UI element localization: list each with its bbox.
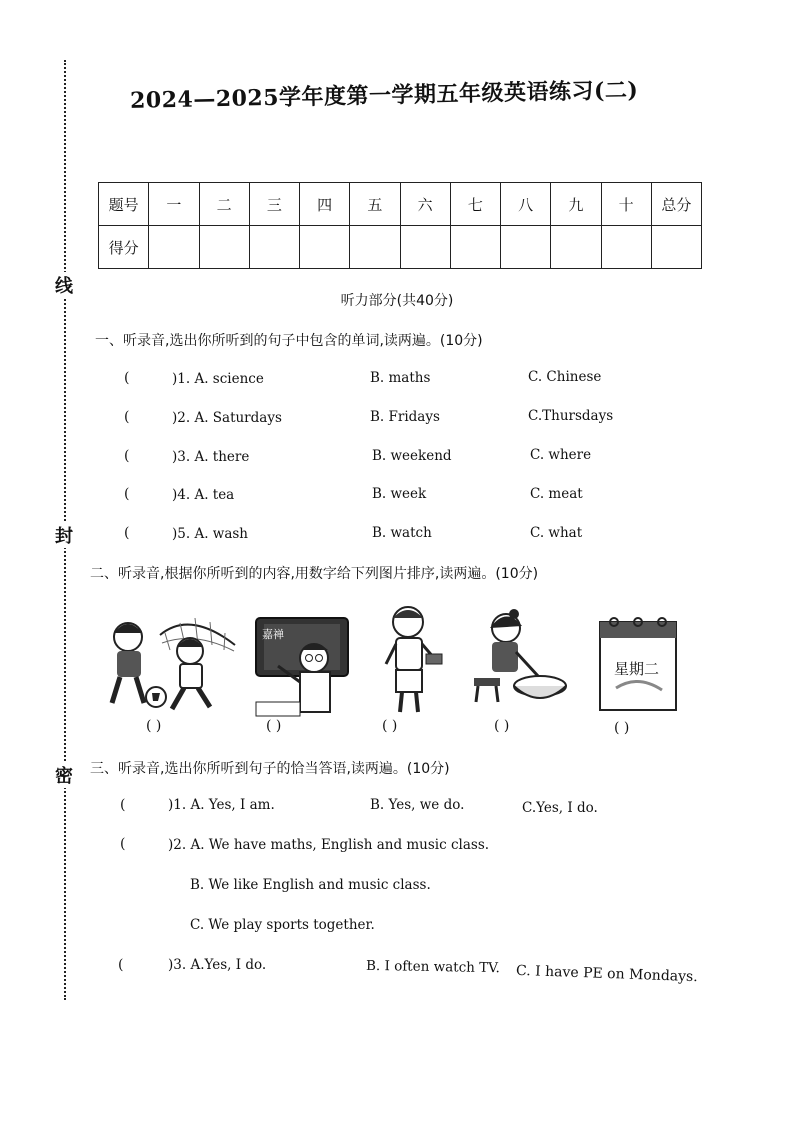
score-table xyxy=(98,182,702,269)
score-cell[interactable] xyxy=(551,226,601,269)
calendar-picture xyxy=(596,608,682,714)
answer-paren[interactable]: ( xyxy=(124,370,130,386)
girl-washing-picture xyxy=(468,606,568,710)
col-5: 五 xyxy=(350,183,400,226)
option-c: C. meat xyxy=(530,486,583,502)
option-a: )2. A. We have maths, English and music class. xyxy=(168,837,490,853)
option-c: C.Thursdays xyxy=(528,408,614,424)
section1-heading: 一、听录音,选出你所听到的句子中包含的单词,读两遍。(10分) xyxy=(95,333,483,349)
col-2: 二 xyxy=(199,183,249,226)
option-c: C. We play sports together. xyxy=(190,917,375,933)
binding-char-secret: 密 xyxy=(52,762,76,788)
col-10: 十 xyxy=(601,183,651,226)
col-7: 七 xyxy=(450,183,500,226)
answer-paren[interactable]: ( xyxy=(124,448,130,464)
score-cell[interactable] xyxy=(501,226,551,269)
row-label-question-number: 题号 xyxy=(99,183,149,226)
boy-eating-picture xyxy=(378,600,448,716)
picture-2-blank[interactable]: ( ) xyxy=(266,718,282,734)
option-c: C. what xyxy=(530,525,583,541)
answer-paren[interactable]: ( xyxy=(118,957,124,973)
col-6: 六 xyxy=(400,183,450,226)
option-b: B. I often watch TV. xyxy=(365,957,501,977)
col-total: 总分 xyxy=(651,183,701,226)
picture-4-blank[interactable]: ( ) xyxy=(494,718,510,734)
option-a: )4. A. tea xyxy=(172,487,235,503)
col-8: 八 xyxy=(501,183,551,226)
score-cell[interactable] xyxy=(300,226,350,269)
answer-paren[interactable]: ( xyxy=(124,409,130,425)
option-c: C.Yes, I do. xyxy=(522,800,598,816)
section3-heading: 三、听录音,选出你所听到句子的恰当答语,读两遍。(10分) xyxy=(90,761,450,777)
score-cell[interactable] xyxy=(350,226,400,269)
score-cell[interactable] xyxy=(450,226,500,269)
binding-char-seal: 封 xyxy=(52,522,76,548)
option-a: )1. A. science xyxy=(172,371,264,387)
answer-paren[interactable]: ( xyxy=(124,486,130,502)
picture-5-blank[interactable]: ( ) xyxy=(614,720,630,736)
option-b: B. Yes, we do. xyxy=(370,797,465,813)
option-a: )5. A. wash xyxy=(172,526,248,542)
option-a: )2. A. Saturdays xyxy=(172,410,282,426)
calendar-text: 星期二 xyxy=(614,660,660,678)
option-b: B. week xyxy=(372,486,427,502)
teacher-blackboard-picture xyxy=(252,614,352,718)
score-cell[interactable] xyxy=(400,226,450,269)
col-9: 九 xyxy=(551,183,601,226)
option-b: B. Fridays xyxy=(370,409,440,425)
row-label-score: 得分 xyxy=(99,226,149,269)
score-cell[interactable] xyxy=(601,226,651,269)
exam-title: 2024—2025学年度第一学期五年级英语练习(二) xyxy=(129,77,639,114)
board-text: 嘉禅 xyxy=(262,628,284,641)
boys-football-picture xyxy=(100,605,240,715)
option-a: )3. A.Yes, I do. xyxy=(168,957,267,973)
option-c: C. where xyxy=(530,447,592,463)
listening-section-header: 听力部分(共40分) xyxy=(340,293,454,309)
option-b: B. maths xyxy=(370,370,431,386)
answer-paren[interactable]: ( xyxy=(120,836,126,852)
binding-char-line: 线 xyxy=(52,272,76,298)
answer-paren[interactable]: ( xyxy=(124,525,130,541)
answer-paren[interactable]: ( xyxy=(120,797,126,813)
option-b: B. weekend xyxy=(372,448,452,464)
option-b: B. We like English and music class. xyxy=(190,877,431,893)
col-4: 四 xyxy=(300,183,350,226)
option-a: )1. A. Yes, I am. xyxy=(168,797,275,813)
option-c: C. I have PE on Mondays. xyxy=(515,962,698,986)
score-value-row xyxy=(99,226,702,269)
score-cell-total[interactable] xyxy=(651,226,701,269)
option-c: C. Chinese xyxy=(528,369,602,385)
col-1: 一 xyxy=(149,183,199,226)
col-3: 三 xyxy=(249,183,299,226)
option-b: B. watch xyxy=(372,525,432,541)
picture-1-blank[interactable]: ( ) xyxy=(146,718,162,734)
section2-heading: 二、听录音,根据你所听到的内容,用数字给下列图片排序,读两遍。(10分) xyxy=(90,566,539,582)
score-cell[interactable] xyxy=(249,226,299,269)
score-cell[interactable] xyxy=(199,226,249,269)
score-header-row xyxy=(99,183,702,226)
score-cell[interactable] xyxy=(149,226,199,269)
option-a: )3. A. there xyxy=(172,449,250,465)
picture-3-blank[interactable]: ( ) xyxy=(382,718,398,734)
